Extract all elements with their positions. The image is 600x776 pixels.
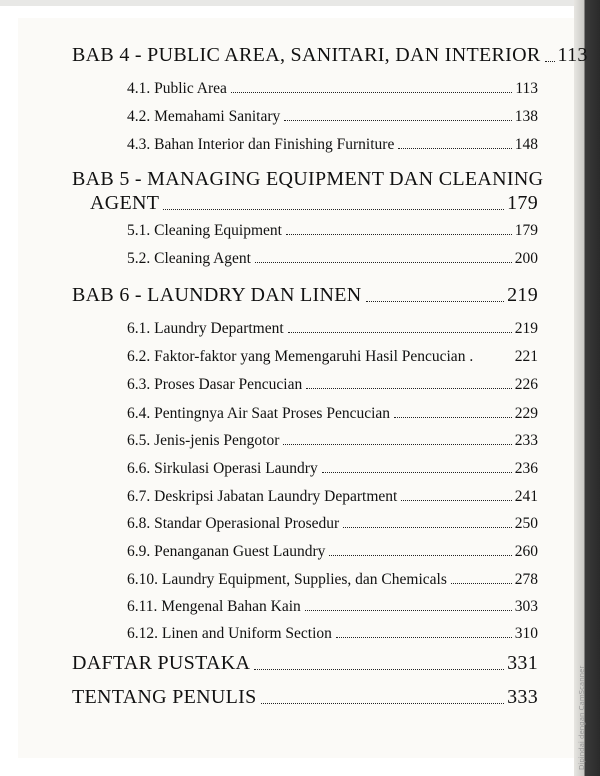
- toc-section-page: 278: [514, 571, 538, 588]
- toc-section-4-2[interactable]: [127, 108, 538, 126]
- toc-section-title: 4.3. Bahan Interior dan Finishing Furniture: [127, 136, 395, 153]
- leader-dots: [283, 444, 511, 445]
- toc-section-title: 5.1. Cleaning Equipment: [127, 222, 282, 239]
- toc-section-6-2[interactable]: [127, 348, 538, 366]
- toc-section-6-9[interactable]: [127, 543, 538, 561]
- leader-dots: [261, 703, 505, 704]
- toc-chapter-5-title-line1: BAB 5 - MANAGING EQUIPMENT DAN CLEANING: [72, 168, 544, 190]
- toc-tentang-penulis[interactable]: [72, 686, 538, 709]
- toc-chapter-4-page: 113: [557, 44, 588, 66]
- toc-section-page: 241: [514, 488, 538, 505]
- toc-chapter-5[interactable]: [90, 192, 538, 215]
- toc-section-page: 260: [514, 543, 538, 560]
- toc-section-title: 6.5. Jenis-jenis Pengotor: [127, 432, 280, 449]
- toc-chapter-6-title: BAB 6 - LAUNDRY DAN LINEN: [72, 284, 362, 306]
- leader-dots: [286, 234, 512, 235]
- leader-dots: [545, 61, 555, 62]
- leader-dots: [451, 583, 512, 584]
- toc-section-title: 5.2. Cleaning Agent: [127, 250, 251, 267]
- toc-daftar-pustaka[interactable]: [72, 652, 538, 675]
- leader-dots: [305, 610, 512, 611]
- leader-dots: [322, 472, 512, 473]
- toc-chapter-5-page: 179: [507, 192, 538, 214]
- toc-section-title: 6.10. Laundry Equipment, Supplies, dan Chemicals: [127, 571, 447, 588]
- toc-section-5-2[interactable]: [127, 250, 538, 268]
- toc-section-title: 6.1. Laundry Department: [127, 320, 284, 337]
- toc-section-6-5[interactable]: [127, 432, 538, 450]
- leader-dots: [398, 148, 511, 149]
- toc-section-title: 6.6. Sirkulasi Operasi Laundry: [127, 460, 318, 477]
- toc-daftar-pustaka-page: 331: [507, 652, 538, 674]
- toc-section-title: 6.2. Faktor-faktor yang Memengaruhi Hasil Pencucian .: [127, 348, 474, 365]
- toc-daftar-pustaka-title: DAFTAR PUSTAKA: [72, 652, 251, 674]
- toc-section-page: 138: [514, 108, 538, 125]
- toc-section-page: 303: [514, 598, 538, 615]
- toc-section-title: 6.7. Deskripsi Jabatan Laundry Department: [127, 488, 398, 505]
- leader-dots: [401, 500, 511, 501]
- toc-section-6-6[interactable]: [127, 460, 538, 478]
- toc-chapter-5-title-line2: AGENT: [90, 192, 160, 214]
- toc-section-5-1[interactable]: [127, 222, 538, 240]
- toc-section-6-7[interactable]: [127, 488, 538, 506]
- toc-section-title: 6.4. Pentingnya Air Saat Proses Pencucian: [127, 405, 391, 422]
- scan-top-edge: [0, 0, 600, 6]
- toc-section-page: 221: [514, 348, 538, 365]
- leader-dots: [366, 301, 505, 302]
- leader-dots: [254, 669, 504, 670]
- toc-section-page: 200: [514, 250, 538, 267]
- toc-section-page: 310: [514, 625, 538, 642]
- toc-section-page: 148: [514, 136, 538, 153]
- leader-dots: [163, 209, 504, 210]
- toc-section-title: 6.12. Linen and Uniform Section: [127, 625, 332, 642]
- toc-section-6-8[interactable]: [127, 515, 538, 533]
- toc-section-6-1[interactable]: [127, 320, 538, 338]
- leader-dots: [288, 332, 512, 333]
- toc-chapter-6-page: 219: [507, 284, 538, 306]
- toc-section-title: 4.1. Public Area: [127, 80, 227, 97]
- leader-dots: [284, 120, 512, 121]
- toc-section-page: 229: [514, 405, 538, 422]
- leader-dots: [394, 417, 512, 418]
- leader-dots: [306, 388, 512, 389]
- toc-section-page: 179: [514, 222, 538, 239]
- leader-dots: [231, 92, 512, 93]
- toc-section-title: 6.3. Proses Dasar Pencucian: [127, 376, 303, 393]
- toc-tentang-penulis-title: TENTANG PENULIS: [72, 686, 257, 708]
- toc-section-6-12[interactable]: [127, 625, 538, 643]
- toc-section-title: 6.11. Mengenal Bahan Kain: [127, 598, 301, 615]
- toc-section-6-4[interactable]: [127, 405, 538, 423]
- leader-dots: [336, 637, 512, 638]
- toc-chapter-4[interactable]: [72, 44, 588, 67]
- toc-section-page: 236: [514, 460, 538, 477]
- leader-dots: [329, 555, 511, 556]
- toc-section-6-10[interactable]: [127, 571, 538, 589]
- toc-section-page: 226: [514, 376, 538, 393]
- toc-section-page: 219: [514, 320, 538, 337]
- toc-section-title: 4.2. Memahami Sanitary: [127, 108, 281, 125]
- toc-chapter-6[interactable]: [72, 284, 538, 307]
- toc-section-page: 113: [515, 80, 538, 97]
- toc-tentang-penulis-page: 333: [507, 686, 538, 708]
- toc-section-title: 6.9. Penanganan Guest Laundry: [127, 543, 326, 560]
- toc-section-4-1[interactable]: [127, 80, 538, 98]
- toc-section-6-3[interactable]: [127, 376, 538, 394]
- toc-section-page: 233: [514, 432, 538, 449]
- leader-dots: [255, 262, 512, 263]
- toc-section-4-3[interactable]: [127, 136, 538, 154]
- toc-section-page: 250: [514, 515, 538, 532]
- toc-section-title: 6.8. Standar Operasional Prosedur: [127, 515, 340, 532]
- toc-section-6-11[interactable]: [127, 598, 538, 616]
- toc-chapter-4-title: BAB 4 - PUBLIC AREA, SANITARI, DAN INTERIOR: [72, 44, 541, 66]
- scanner-watermark: Dipindai dengan CamScanner: [578, 665, 586, 770]
- leader-dots: [343, 527, 512, 528]
